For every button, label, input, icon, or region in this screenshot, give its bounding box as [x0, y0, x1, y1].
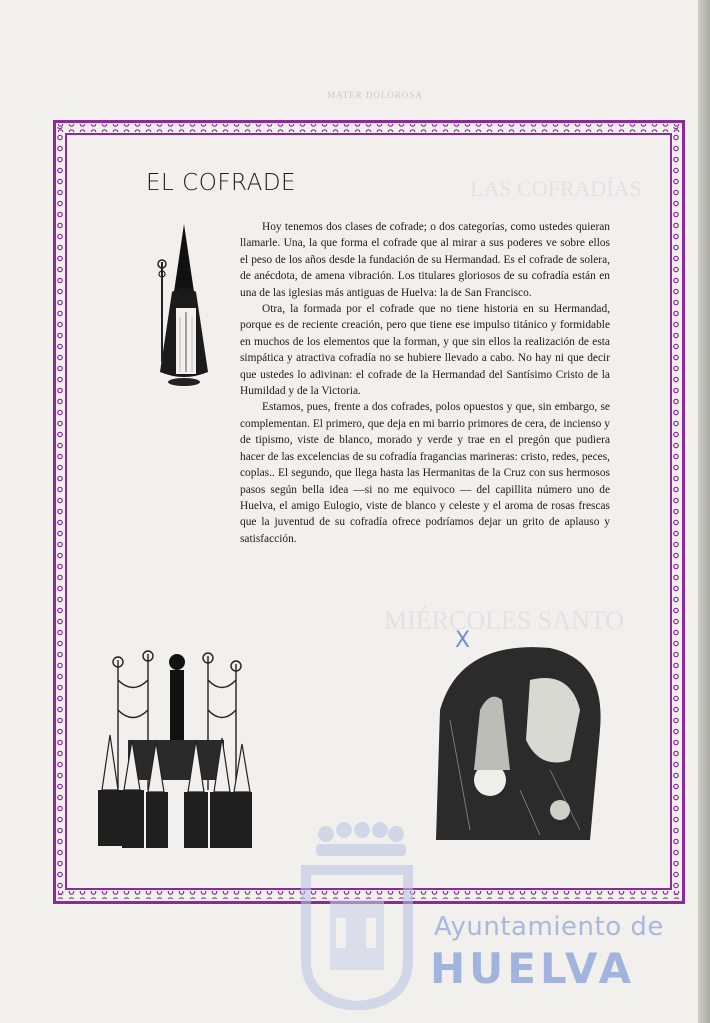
night-procession-vignette	[430, 640, 608, 844]
bleed-through-subheading: MIÉRCOLES SANTO	[384, 606, 625, 635]
article-title: EL COFRADE	[146, 170, 297, 196]
procession-illustration	[88, 640, 256, 852]
pencil-annotation-mark: X	[455, 628, 471, 653]
watermark-ayuntamiento-text: Ayuntamiento de	[434, 912, 664, 942]
huelva-coat-of-arms-icon	[296, 820, 418, 1010]
watermark-huelva-text: HUELVA	[430, 944, 636, 993]
paragraph-3: Estamos, pues, frente a dos cofrades, polos opuestos y que, sin embargo, se complementan. El primero, que deja en mi barrio primores de cera, de incienso y de tipismo, viste de blanco, morado y verde y trae en el pregón que pudiera hacer de las excelencias de su cofradía fragancias marineras: cristo, redes, peces, coplas.. El segundo, que llega hasta las Hermanitas de la Cruz con sus hermosos pasos según bella idea —si no me equivoco — del capillita número uno de Huelva, el amigo Eulogio, viste de blanco y celeste y el aroma de rosas frescas que la juventud de su cofradía ofrece podríamos dejar un grito de aplauso y satisfacción.	[240, 401, 610, 545]
article-body	[240, 219, 610, 547]
paragraph-2: Otra, la formada por el cofrade que no tiene historia en su Hermandad, porque es de reciente creación, pero que tiene ese impulso titánico y formidable en muchos de los elementos que la forman, y que sin ellos la realización de esta simpática y atractiva cofradía no se hubiere llevado a cabo. No hay ni que decir que ustedes lo adivinan: el cofrade de la Hermandad del Santísimo Cristo de la Humildad y de la Victoria.	[240, 303, 610, 398]
bleed-through-header: MATER DOLOROSA	[327, 90, 423, 100]
bleed-through-heading: LAS COFRADÍAS	[470, 176, 642, 201]
nazareno-illustration	[150, 222, 220, 394]
paragraph-1: Hoy tenemos dos clases de cofrade; o dos categorías, como ustedes quieran llamarle. Una, la que forma el cofrade que al mirar a sus poderes ve sobre ellos el peso de los años desde la fundación de su Hermandad. Es el cofrade de solera, de anécdota, de amena vibración. Los titulares gloriosos de su cofradía están en una de las iglesias más antiguas de Huelva: la de San Francisco.	[240, 221, 610, 299]
